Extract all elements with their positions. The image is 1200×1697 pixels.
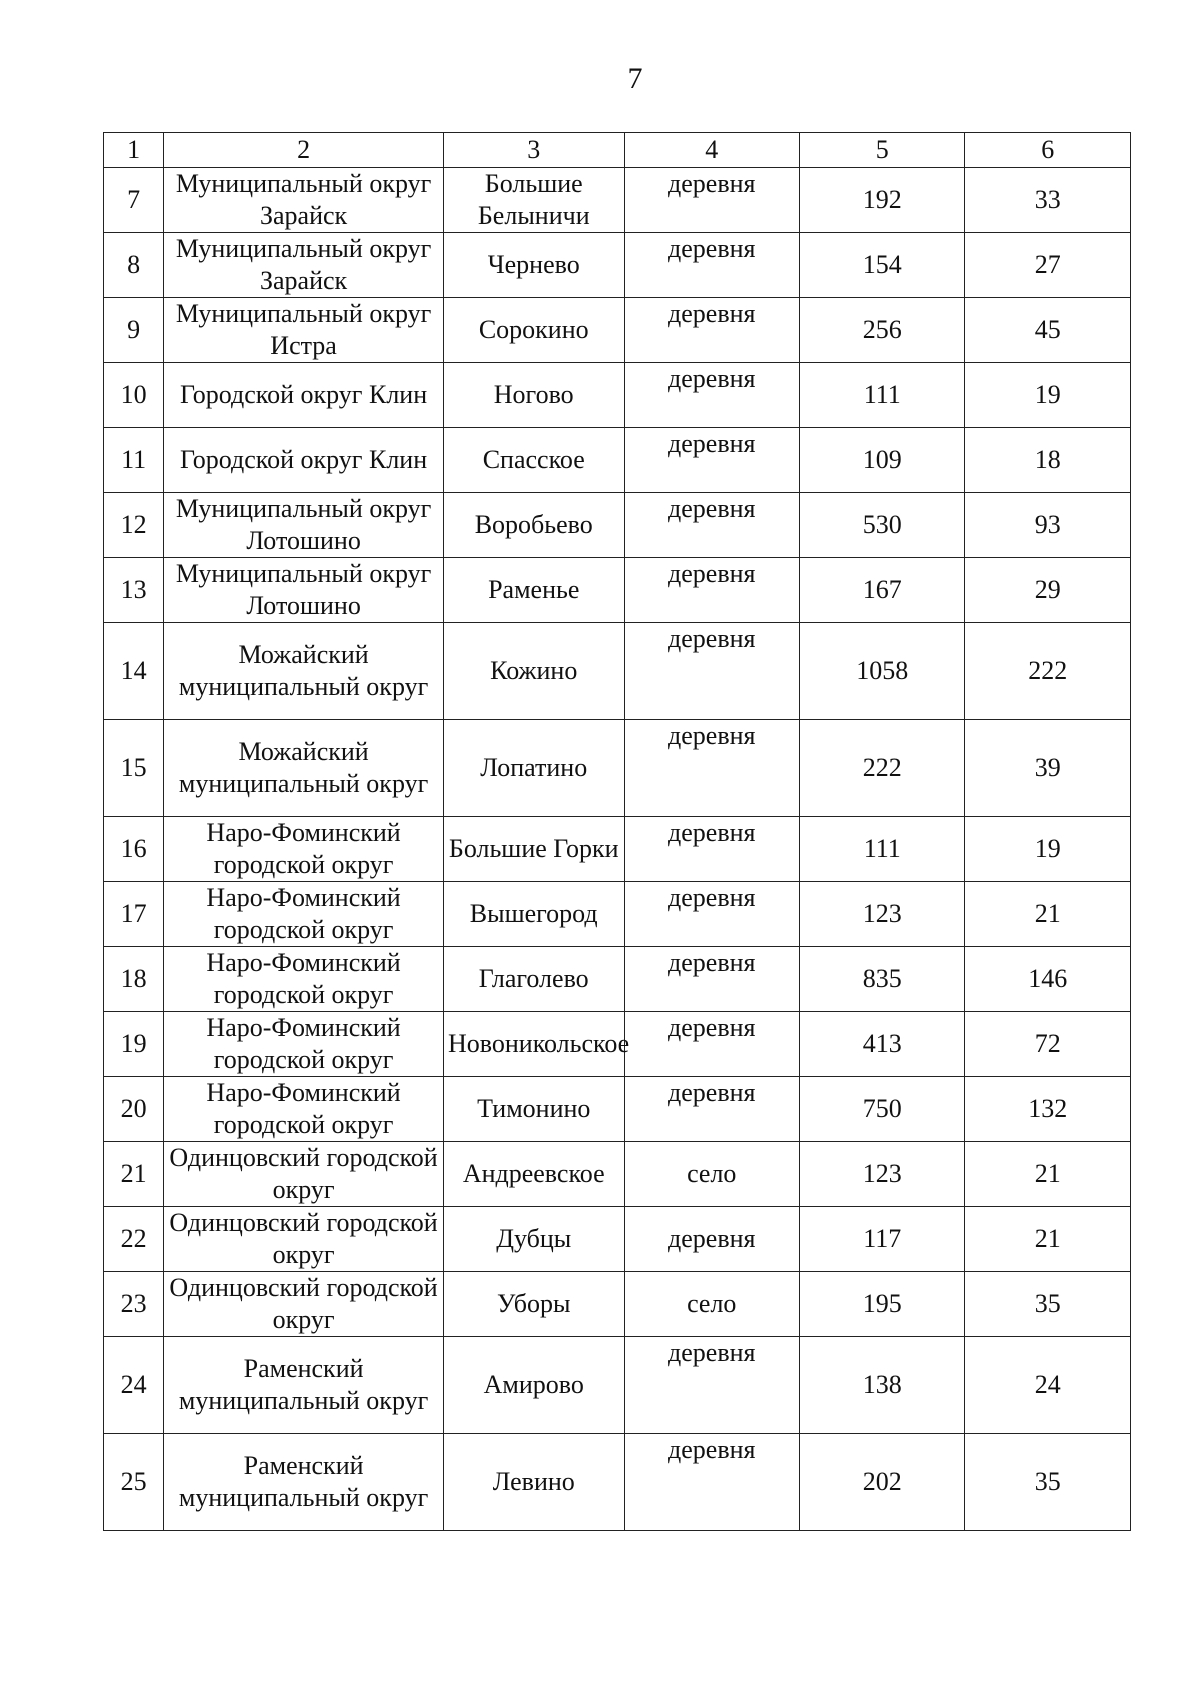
- table-row: [104, 493, 1131, 558]
- value-col5-cell: 111: [800, 363, 965, 428]
- table-row: [104, 882, 1131, 947]
- value-col5-cell: 123: [800, 1142, 965, 1207]
- row-number-cell: 9: [104, 298, 164, 363]
- district-cell: Раменский муниципальный округ: [164, 1337, 444, 1434]
- table-row: [104, 558, 1131, 623]
- district-cell: Муниципальный округ Истра: [164, 298, 444, 363]
- locality-cell: Дубцы: [443, 1207, 624, 1272]
- table-row: [104, 428, 1131, 493]
- district-cell: Одинцовский городской округ: [164, 1142, 444, 1207]
- locality-cell: Большие Горки: [443, 817, 624, 882]
- value-col5-cell: 117: [800, 1207, 965, 1272]
- settlement-type-cell: деревня: [624, 558, 800, 623]
- row-number-cell: 19: [104, 1012, 164, 1077]
- value-col5-cell: 111: [800, 817, 965, 882]
- settlement-type-cell: деревня: [624, 947, 800, 1012]
- settlement-type-cell: деревня: [624, 428, 800, 493]
- locality-cell: Тимонино: [443, 1077, 624, 1142]
- locality-cell: Спасское: [443, 428, 624, 493]
- district-cell: Наро-Фоминский городской округ: [164, 1012, 444, 1077]
- table-row: [104, 363, 1131, 428]
- table-row: [104, 168, 1131, 233]
- district-cell: Наро-Фоминский городской округ: [164, 882, 444, 947]
- row-number-cell: 13: [104, 558, 164, 623]
- header-col-6: 6: [965, 133, 1131, 168]
- row-number-cell: 17: [104, 882, 164, 947]
- settlement-type-cell: деревня: [624, 233, 800, 298]
- row-number-cell: 16: [104, 817, 164, 882]
- value-col5-cell: 1058: [800, 623, 965, 720]
- settlements-table: [103, 132, 1131, 1531]
- row-number-cell: 25: [104, 1434, 164, 1531]
- locality-cell: Сорокино: [443, 298, 624, 363]
- header-col-5: 5: [800, 133, 965, 168]
- value-col6-cell: 39: [965, 720, 1131, 817]
- value-col5-cell: 530: [800, 493, 965, 558]
- district-cell: Муниципальный округ Лотошино: [164, 558, 444, 623]
- header-col-1: 1: [104, 133, 164, 168]
- value-col5-cell: 222: [800, 720, 965, 817]
- value-col6-cell: 24: [965, 1337, 1131, 1434]
- value-col6-cell: 132: [965, 1077, 1131, 1142]
- row-number-cell: 7: [104, 168, 164, 233]
- locality-cell: Лопатино: [443, 720, 624, 817]
- value-col5-cell: 123: [800, 882, 965, 947]
- row-number-cell: 24: [104, 1337, 164, 1434]
- district-cell: Наро-Фоминский городской округ: [164, 817, 444, 882]
- settlement-type-cell: деревня: [624, 298, 800, 363]
- table-row: [104, 1434, 1131, 1531]
- settlement-type-cell: деревня: [624, 363, 800, 428]
- settlement-type-cell: деревня: [624, 493, 800, 558]
- header-col-3: 3: [443, 133, 624, 168]
- value-col6-cell: 93: [965, 493, 1131, 558]
- row-number-cell: 11: [104, 428, 164, 493]
- value-col5-cell: 154: [800, 233, 965, 298]
- table-row: [104, 1012, 1131, 1077]
- settlement-type-cell: деревня: [624, 817, 800, 882]
- table-row: [104, 233, 1131, 298]
- table-row: [104, 1142, 1131, 1207]
- settlement-type-cell: деревня: [624, 720, 800, 817]
- table-header-row: [104, 133, 1131, 168]
- value-col6-cell: 35: [965, 1272, 1131, 1337]
- table-body: [104, 168, 1131, 1531]
- table-row: [104, 817, 1131, 882]
- value-col5-cell: 202: [800, 1434, 965, 1531]
- locality-cell: Ногово: [443, 363, 624, 428]
- table-row: [104, 1077, 1131, 1142]
- locality-cell: Вышегород: [443, 882, 624, 947]
- settlement-type-cell: деревня: [624, 882, 800, 947]
- settlement-type-cell: деревня: [624, 168, 800, 233]
- value-col5-cell: 750: [800, 1077, 965, 1142]
- district-cell: Наро-Фоминский городской округ: [164, 1077, 444, 1142]
- district-cell: Можайский муниципальный округ: [164, 720, 444, 817]
- row-number-cell: 14: [104, 623, 164, 720]
- locality-cell: Раменье: [443, 558, 624, 623]
- value-col6-cell: 146: [965, 947, 1131, 1012]
- settlement-type-cell: деревня: [624, 1434, 800, 1531]
- value-col6-cell: 33: [965, 168, 1131, 233]
- table-row: [104, 720, 1131, 817]
- value-col6-cell: 18: [965, 428, 1131, 493]
- row-number-cell: 12: [104, 493, 164, 558]
- value-col6-cell: 72: [965, 1012, 1131, 1077]
- district-cell: Наро-Фоминский городской округ: [164, 947, 444, 1012]
- value-col6-cell: 19: [965, 817, 1131, 882]
- value-col6-cell: 19: [965, 363, 1131, 428]
- value-col6-cell: 21: [965, 1207, 1131, 1272]
- settlement-type-cell: село: [624, 1272, 800, 1337]
- district-cell: Муниципальный округ Зарайск: [164, 233, 444, 298]
- settlement-type-cell: деревня: [624, 1207, 800, 1272]
- value-col6-cell: 45: [965, 298, 1131, 363]
- table-row: [104, 1272, 1131, 1337]
- value-col6-cell: 222: [965, 623, 1131, 720]
- value-col5-cell: 138: [800, 1337, 965, 1434]
- value-col6-cell: 27: [965, 233, 1131, 298]
- page-number: 7: [627, 62, 643, 95]
- settlement-type-cell: село: [624, 1142, 800, 1207]
- locality-cell: Уборы: [443, 1272, 624, 1337]
- row-number-cell: 8: [104, 233, 164, 298]
- row-number-cell: 10: [104, 363, 164, 428]
- district-cell: Раменский муниципальный округ: [164, 1434, 444, 1531]
- locality-cell: Амирово: [443, 1337, 624, 1434]
- settlement-type-cell: деревня: [624, 1337, 800, 1434]
- district-cell: Городской округ Клин: [164, 363, 444, 428]
- header-col-2: 2: [164, 133, 444, 168]
- locality-cell: Новоникольское: [443, 1012, 624, 1077]
- table-row: [104, 623, 1131, 720]
- district-cell: Муниципальный округ Лотошино: [164, 493, 444, 558]
- locality-cell: Чернево: [443, 233, 624, 298]
- table-row: [104, 1207, 1131, 1272]
- value-col5-cell: 256: [800, 298, 965, 363]
- locality-cell: Андреевское: [443, 1142, 624, 1207]
- locality-cell: Кожино: [443, 623, 624, 720]
- row-number-cell: 23: [104, 1272, 164, 1337]
- value-col5-cell: 835: [800, 947, 965, 1012]
- district-cell: Одинцовский городской округ: [164, 1207, 444, 1272]
- header-col-4: 4: [624, 133, 800, 168]
- table-row: [104, 1337, 1131, 1434]
- value-col5-cell: 167: [800, 558, 965, 623]
- row-number-cell: 18: [104, 947, 164, 1012]
- row-number-cell: 22: [104, 1207, 164, 1272]
- value-col5-cell: 109: [800, 428, 965, 493]
- row-number-cell: 15: [104, 720, 164, 817]
- locality-cell: Воробьево: [443, 493, 624, 558]
- value-col6-cell: 35: [965, 1434, 1131, 1531]
- table-row: [104, 298, 1131, 363]
- row-number-cell: 21: [104, 1142, 164, 1207]
- row-number-cell: 20: [104, 1077, 164, 1142]
- district-cell: Городской округ Клин: [164, 428, 444, 493]
- table-row: [104, 947, 1131, 1012]
- settlement-type-cell: деревня: [624, 1012, 800, 1077]
- settlement-type-cell: деревня: [624, 623, 800, 720]
- district-cell: Муниципальный округ Зарайск: [164, 168, 444, 233]
- locality-cell: Большие Белыничи: [443, 168, 624, 233]
- district-cell: Можайский муниципальный округ: [164, 623, 444, 720]
- value-col5-cell: 413: [800, 1012, 965, 1077]
- value-col5-cell: 192: [800, 168, 965, 233]
- locality-cell: Глаголево: [443, 947, 624, 1012]
- value-col6-cell: 21: [965, 1142, 1131, 1207]
- locality-cell: Левино: [443, 1434, 624, 1531]
- settlement-type-cell: деревня: [624, 1077, 800, 1142]
- value-col5-cell: 195: [800, 1272, 965, 1337]
- district-cell: Одинцовский городской округ: [164, 1272, 444, 1337]
- value-col6-cell: 29: [965, 558, 1131, 623]
- value-col6-cell: 21: [965, 882, 1131, 947]
